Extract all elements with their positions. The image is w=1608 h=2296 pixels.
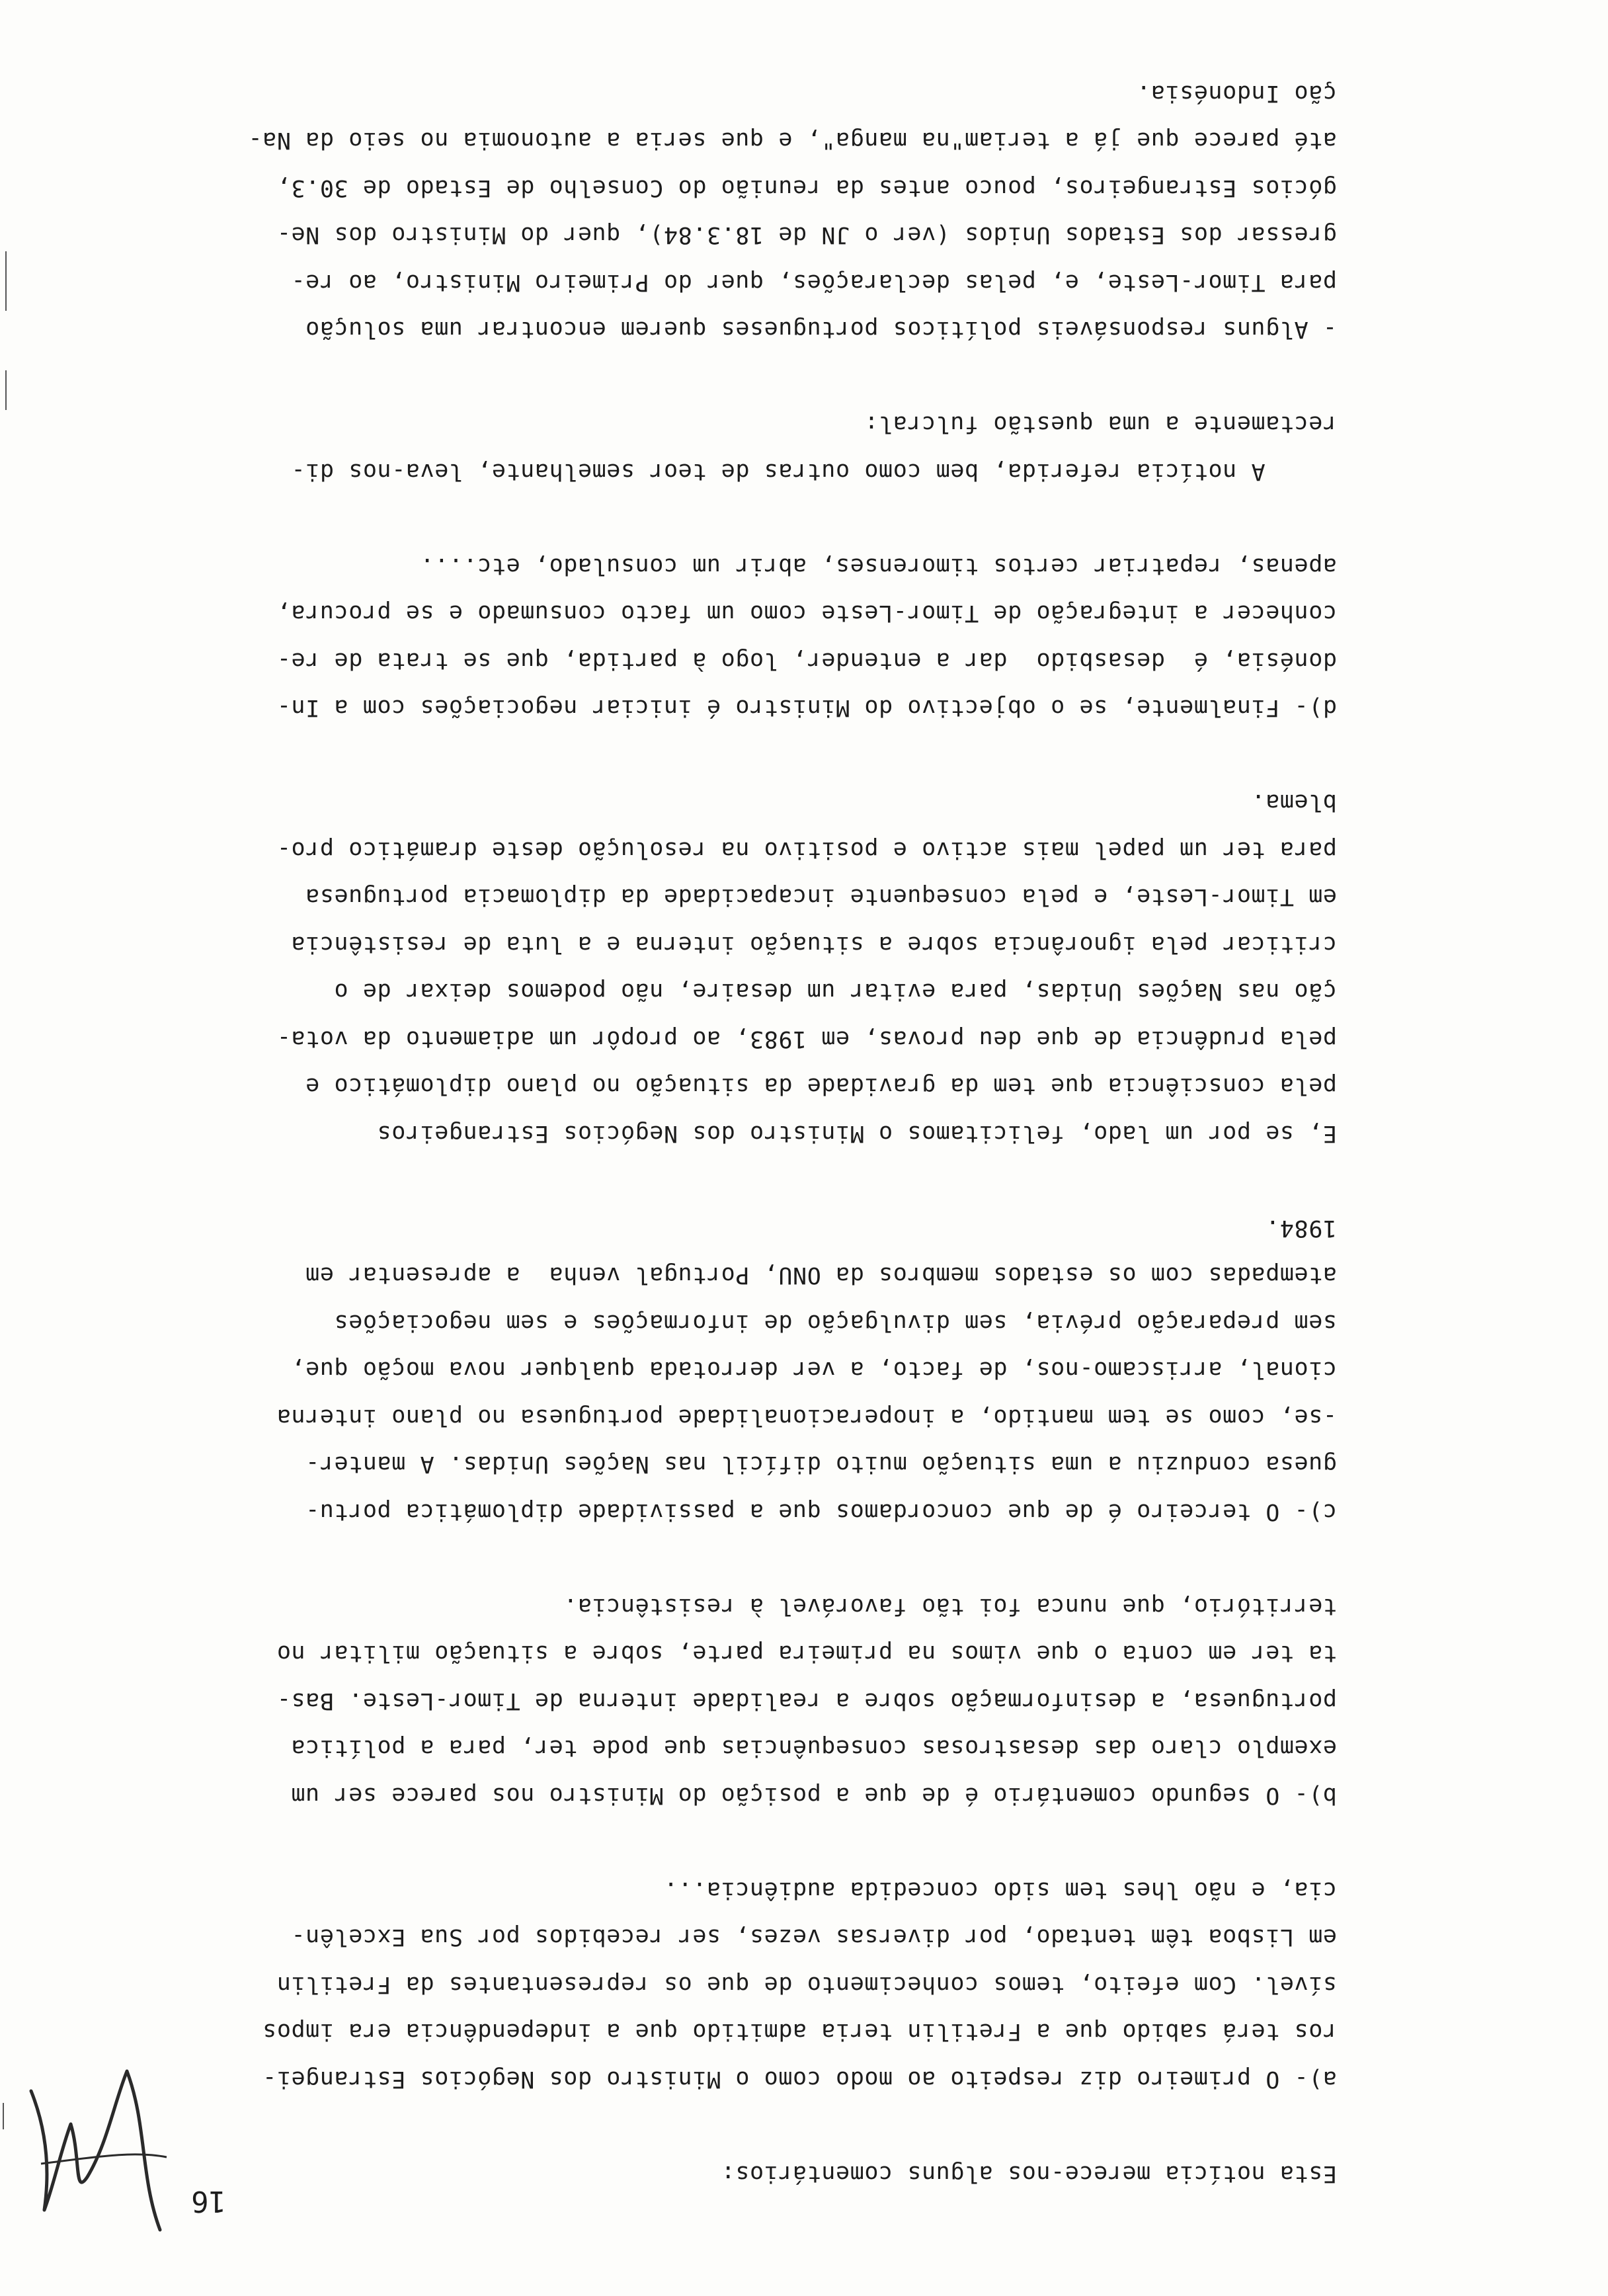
scan-edge-mark [5, 251, 7, 311]
text-line: em Timor-Leste, e pela consequente incapacidade da diplomacia portuguesa [305, 883, 1337, 911]
text-line: c)- O terceiro é de que concordamos que a passividade diplomática portu- [305, 1498, 1337, 1525]
text-line: b)- O segundo comentário é de que a posição do Ministro nos parece ser um [290, 1782, 1337, 1809]
text-line: cional, arriscamo-nos, de facto, a ver derrotada qualquer nova moção que, [290, 1356, 1337, 1383]
paragraph-gap [100, 1535, 1337, 1582]
paragraph-gap [100, 2102, 1337, 2150]
text-line: em Lisboa têm tentado, por diversas vezes, ser recebidos por Sua Excelên- [290, 1924, 1337, 1951]
paragraph-gap [100, 1157, 1337, 1204]
text-line: ros terá sabido que a Fretilin teria admitido que a independência era impos [262, 2018, 1337, 2045]
text-line: pela prudência de que deu provas, em 1983, ao propôr um adiamento da vota- [276, 1026, 1337, 1052]
text-line: -se, como se tem mantido, a inoperacionalidade portuguesa no plano interna [276, 1404, 1337, 1430]
text-line: para Timor-Leste, e, pelas declarações, quer do Primeiro Ministro, ao re- [290, 269, 1337, 296]
text-line: 1984. [1265, 1215, 1337, 1241]
text-line: ção Indonésia. [1136, 80, 1337, 106]
text-line: cia, e não lhes tem sido concedida audiência... [663, 1877, 1337, 1903]
text-line: atempadas com os estados membros da ONU, Portugal venha a apresentar em [305, 1262, 1337, 1289]
text-line: exemplo claro das desastrosas consequências que pode ter, para a política [290, 1735, 1337, 1762]
page-number: 16 [191, 2184, 226, 2218]
text-line: donésia, é desasbido dar a entender, logo à partida, que se trata de re- [276, 647, 1337, 674]
text-line: portuguesa, a desinformação sobre a realidade interna de Timor-Leste. Bas- [276, 1688, 1337, 1714]
paragraph-gap [100, 1819, 1337, 1866]
text-line: conhecer a integração de Timor-Leste como um facto consumado e se procura, [276, 600, 1337, 627]
text-line: até parece que já a teriam"na manga", e que seria a autonomia no seio da Na- [247, 127, 1337, 154]
paragraph-gap [100, 495, 1337, 542]
scan-edge-mark [3, 2103, 4, 2129]
text-line: sível. Com efeito, temos conhecimento de que os representantes da Fretilin [276, 1971, 1337, 1998]
scan-edge-mark [5, 370, 7, 410]
text-line: d)- Finalmente, se o objectivo do Ministro é iniciar negociações com a In- [276, 694, 1337, 721]
text-line: A notícia referida, bem como outras de teor semelhante, leva-nos di- [290, 458, 1337, 485]
text-line: gressar dos Estados Unidos (ver o JN de 18.3.84), quer do Ministro dos Ne- [276, 222, 1337, 249]
text-line: pela consciência que tem da gravidade da situação no plano diplomático e [305, 1073, 1337, 1100]
text-line: ta ter em conta o que vimos na primeira parte, sobre a situação militar no [276, 1640, 1337, 1667]
text-line: apenas, repatriar certos timorenses, abrir um consulado, etc.... [420, 553, 1337, 579]
text-line: - Alguns responsáveis políticos portugueses querem encontrar uma solução [305, 316, 1337, 343]
text-line: Esta notícia merece-nos alguns comentários: [721, 2160, 1337, 2187]
text-line: sem preparação prévia, sem divulgação de informações e sem negociações [333, 1309, 1337, 1336]
text-line: rectamente a uma questão fulcral: [864, 411, 1337, 438]
typed-body-text [100, 69, 1337, 2197]
text-line: ção nas Nações Unidas, para evitar um desaire, não podemos deixar de o [333, 978, 1337, 1005]
paragraph-gap [100, 353, 1337, 401]
text-line: E, se por um lado, felicitamos o Ministro dos Negócios Estrangeiros [376, 1120, 1337, 1147]
text-line: guesa conduziu a uma situação muito difícil nas Nações Unidas. A manter- [305, 1451, 1337, 1478]
text-line: blema. [1250, 789, 1337, 816]
text-line: a)- O primeiro diz respeito ao modo como o Ministro dos Negócios Estrangei- [262, 2066, 1337, 2092]
text-line: território, que nunca foi tão favorável à resistência. [563, 1593, 1337, 1620]
text-line: gócios Estrangeiros, pouco antes da reunião do Conselho de Estado de 30.3, [276, 175, 1337, 201]
text-line: criticar pela ignorância sobre a situação interna e a luta de resistência [290, 931, 1337, 958]
paragraph-gap [100, 731, 1337, 779]
text-line: para ter um papel mais activo e positivo na resolução deste dramático pro- [276, 837, 1337, 863]
